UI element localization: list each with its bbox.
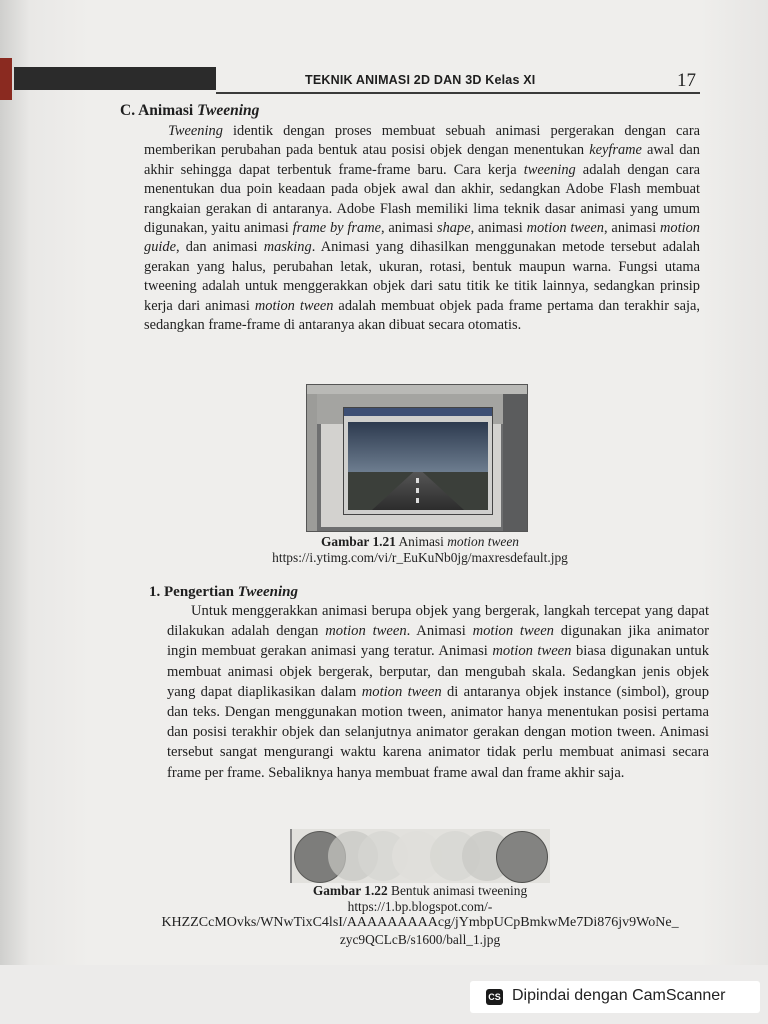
italic-run: motion tween: [472, 623, 554, 640]
figure-properties-panel: [503, 394, 527, 531]
text-run: digunakan jika animator ingin membuat gerakan animasi yang teratur. Animasi: [167, 623, 709, 660]
text-run: . Animasi yang dihasilkan menggunakan metode tersebut adalah gerakan yang halus, perubahan letak, ukuran, rotasi, bentuk maupun warna. Fungsi utama tweening adalah untuk menggerakkan objek dari satu titik ke titik lainnya, sedangkan prinsip kerja dari animasi: [144, 239, 700, 314]
italic-run: tweening: [523, 161, 576, 178]
text-run: adalah membuat objek pada frame pertama dan terakhir saja, sedangkan frame-frame di antaranya akan dibuat secara otomatis.: [144, 297, 701, 334]
italic-run: shape: [437, 220, 471, 237]
figure1-caption: [250, 533, 590, 550]
figure1-text: Animasi: [395, 534, 448, 549]
header-bar: [14, 67, 216, 90]
paragraph-tweening-intro: [144, 122, 700, 335]
italic-run: keyframe: [589, 142, 642, 159]
figure2-url-line2: KHZZCcMOvks/WNwTixC4lsI/AAAAAAAAAcg/jYmbpUCpBmkwMe7Di876jv9WoNe_: [161, 915, 679, 930]
figure-preview-window: [343, 407, 493, 515]
figure2-text: Bentuk animasi tweening: [387, 883, 528, 898]
subsection-title-italic: Tweening: [237, 584, 299, 600]
section-title: [120, 102, 259, 120]
figure2-url-line1: https://1.bp.blogspot.com/-: [347, 899, 493, 914]
italic-run: motion tween: [492, 643, 572, 660]
ball-frame-end: [496, 831, 548, 883]
italic-run: masking: [263, 239, 312, 256]
text-run: di antaranya objek instance (simbol), group dan teks. Dengan menggunakan motion tween, animator hanya menentukan posisi pertama dan posisi terakhir objek dan selanjutnya animator gerakan dengan motion tween. Animasi tersebut sangat mengurangi waktu karena animator tidak perlu membuat animasi secara frame per frame. Sebaliknya hanya membuat frame awal dan frame akhir saja.: [167, 683, 710, 781]
figure-tools-panel: [307, 394, 317, 531]
figure-motion-tween-screenshot: [306, 384, 528, 532]
text-run: adalah dengan cara menentukan dua poin keadaan pada objek awal dan akhir, sedangkan Adobe Flash membuat rangkaian gerakan di antaranya. Adobe Flash memiliki lima teknik dasar animasi yang umum digunakan, yaitu animasi: [144, 161, 700, 237]
text-run: , animasi: [470, 220, 527, 237]
section-title-italic: Tweening: [197, 102, 260, 119]
camscanner-logo: CS: [486, 989, 503, 1005]
camscanner-text: Dipindai dengan CamScanner: [512, 987, 726, 1004]
section-prefix: C. Animasi: [120, 102, 198, 119]
figure2-caption: [250, 882, 590, 899]
italic-run: motion guide: [144, 220, 701, 256]
text-run: awal dan akhir sehingga dapat terbentuk frame-frame baru. Cara kerja: [144, 142, 701, 178]
text-run: , animasi: [380, 220, 438, 237]
text-run: Untuk menggerakkan animasi berupa objek yang bergerak, langkah tercepat yang dapat dilakukan adalah dengan: [167, 603, 709, 640]
figure-ball-tweening: [290, 829, 550, 883]
figure-menubar: [307, 385, 527, 394]
italic-run: motion tween: [254, 297, 334, 314]
italic-run: frame by frame: [292, 220, 381, 237]
subsection-title: [149, 584, 298, 601]
italic-run: Tweening: [168, 123, 223, 139]
text-run: , dan animasi: [175, 239, 264, 256]
header-title: TEKNIK ANIMASI 2D DAN 3D Kelas XI: [305, 73, 536, 87]
paragraph-pengertian-tweening: [167, 601, 709, 783]
figure-sky: [348, 422, 488, 472]
italic-run: motion tween: [325, 623, 407, 640]
text-run: , animasi: [604, 220, 661, 237]
camscanner-watermark: [470, 981, 760, 1013]
text-run: biasa digunakan untuk membuat animasi objek bergerak, berputar, dan mengubah skala. Sedangkan jenis objek yang dapat diaplikasikan dalam: [167, 643, 710, 700]
header-rule: [216, 92, 700, 94]
figure1-text-italic: motion tween: [447, 534, 519, 549]
text-run: identik dengan proses membuat sebuah animasi pergerakan dengan cara memberikan perubahan pada bentuk atau posisi objek dengan menentukan: [144, 123, 700, 159]
italic-run: motion tween: [526, 220, 604, 237]
figure-lane-line: [416, 478, 419, 506]
page-number: 17: [677, 70, 696, 91]
figure2-url-line3: zyc9QCLcB/s1600/ball_1.jpg: [339, 932, 501, 947]
subsection-prefix: 1. Pengertian: [149, 584, 238, 600]
page-edge-marker: [0, 58, 12, 100]
figure2-label: Gambar 1.22: [312, 883, 388, 898]
figure1-source-url: https://i.ytimg.com/vi/r_EuKuNb0jg/maxresdefault.jpg: [272, 550, 568, 565]
figure-preview-titlebar: [344, 408, 492, 416]
text-run: . Animasi: [406, 623, 473, 640]
italic-run: motion tween: [361, 683, 442, 700]
figure1-label: Gambar 1.21: [320, 534, 396, 549]
